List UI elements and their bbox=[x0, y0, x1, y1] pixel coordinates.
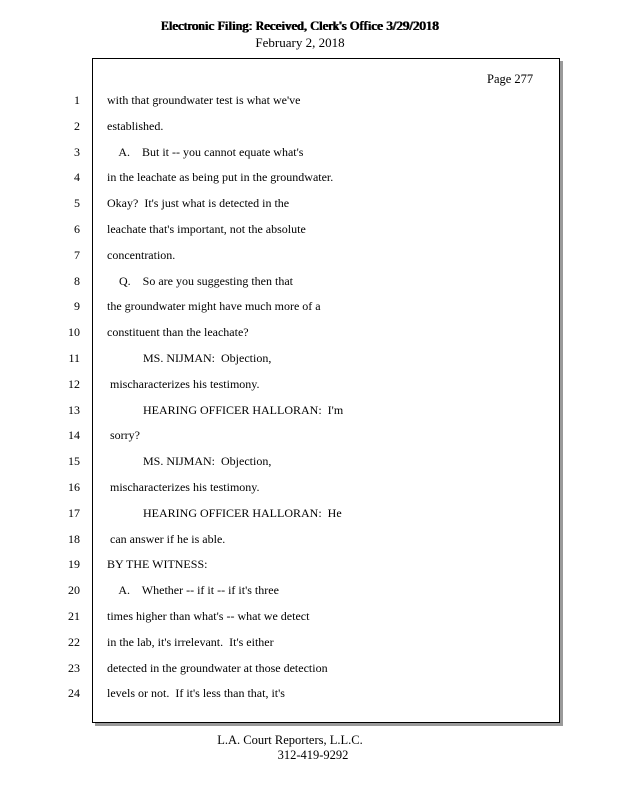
line-number: 19 bbox=[68, 557, 80, 572]
transcript-line bbox=[0, 506, 618, 526]
transcript-line bbox=[0, 119, 618, 139]
line-text: A. But it -- you cannot equate what's bbox=[107, 144, 304, 159]
line-text: leachate that's important, not the absolute bbox=[107, 222, 306, 236]
line-number: 5 bbox=[74, 196, 80, 211]
line-text: BY THE WITNESS: bbox=[107, 557, 208, 572]
line-text: MS. NIJMAN: Objection, bbox=[107, 454, 272, 469]
line-text: MS. NIJMAN: Objection, bbox=[107, 351, 272, 365]
line-text: levels or not. If it's less than that, it's bbox=[107, 686, 285, 701]
line-text: in the lab, it's irrelevant. It's either bbox=[107, 634, 274, 649]
line-number: 23 bbox=[68, 660, 80, 675]
line-number: 15 bbox=[68, 454, 80, 469]
transcript-line bbox=[0, 93, 618, 113]
line-number: 20 bbox=[68, 583, 80, 598]
transcript-line bbox=[0, 377, 618, 397]
transcript-line bbox=[0, 480, 618, 500]
line-number: 2 bbox=[74, 118, 80, 133]
line-number: 7 bbox=[74, 247, 80, 262]
line-text: Okay? It's just what is detected in the bbox=[107, 196, 290, 211]
line-text: can answer if he is able. bbox=[107, 531, 226, 546]
line-text: times higher than what's -- what we detect bbox=[107, 609, 310, 623]
line-number: 16 bbox=[68, 480, 80, 494]
line-number: 9 bbox=[74, 299, 80, 314]
transcript-line bbox=[0, 299, 618, 319]
transcript-line bbox=[0, 274, 618, 294]
transcript-line bbox=[0, 661, 618, 681]
line-number: 18 bbox=[68, 531, 80, 546]
line-number: 21 bbox=[68, 609, 80, 623]
line-number: 14 bbox=[68, 428, 80, 443]
page-number: Page 277 bbox=[487, 72, 534, 86]
transcript-line bbox=[0, 428, 618, 448]
transcript-line bbox=[0, 325, 618, 345]
line-text: Q. So are you suggesting then that bbox=[107, 273, 293, 288]
line-number: 17 bbox=[68, 505, 80, 520]
line-number: 1 bbox=[74, 93, 80, 107]
line-text: in the leachate as being put in the groundwater. bbox=[107, 170, 334, 185]
transcript-line bbox=[0, 222, 618, 242]
line-number: 6 bbox=[74, 222, 80, 236]
line-text: mischaracterizes his testimony. bbox=[107, 480, 260, 494]
filing-stamp: Electronic Filing: Received, Clerk's Office 3/29/2018 bbox=[161, 19, 439, 33]
transcript-line bbox=[0, 196, 618, 216]
line-number: 3 bbox=[74, 144, 80, 159]
line-number: 12 bbox=[68, 376, 80, 391]
footer-phone: 312-419-9292 bbox=[277, 748, 349, 762]
line-text: constituent than the leachate? bbox=[107, 325, 249, 340]
line-number: 8 bbox=[74, 273, 80, 288]
line-text: with that groundwater test is what we've bbox=[107, 93, 301, 107]
transcript-line bbox=[0, 145, 618, 165]
filing-date: February 2, 2018 bbox=[255, 35, 345, 50]
line-number: 4 bbox=[74, 170, 80, 185]
line-number: 11 bbox=[68, 351, 80, 365]
transcript-line bbox=[0, 403, 618, 423]
line-number: 13 bbox=[68, 402, 80, 417]
line-text: HEARING OFFICER HALLORAN: I'm bbox=[107, 402, 344, 417]
line-number: 22 bbox=[68, 634, 80, 649]
line-text: concentration. bbox=[107, 247, 176, 262]
line-text: the groundwater might have much more of a bbox=[107, 299, 321, 314]
footer-company: L.A. Court Reporters, L.L.C. bbox=[217, 733, 363, 747]
transcript-line bbox=[0, 532, 618, 552]
transcript-line bbox=[0, 686, 618, 706]
line-number: 10 bbox=[68, 325, 80, 340]
line-text: sorry? bbox=[107, 428, 140, 443]
line-number: 24 bbox=[68, 686, 80, 701]
transcript-line bbox=[0, 454, 618, 474]
transcript-line bbox=[0, 609, 618, 629]
transcript-line bbox=[0, 170, 618, 190]
transcript-line bbox=[0, 557, 618, 577]
transcript-line bbox=[0, 248, 618, 268]
line-text: HEARING OFFICER HALLORAN: He bbox=[107, 505, 342, 520]
line-text: established. bbox=[107, 118, 164, 133]
line-text: mischaracterizes his testimony. bbox=[107, 376, 260, 391]
transcript-line bbox=[0, 635, 618, 655]
transcript-line bbox=[0, 351, 618, 371]
line-text: detected in the groundwater at those detection bbox=[107, 660, 328, 675]
transcript-line bbox=[0, 583, 618, 603]
line-text: A. Whether -- if it -- if it's three bbox=[107, 583, 279, 598]
